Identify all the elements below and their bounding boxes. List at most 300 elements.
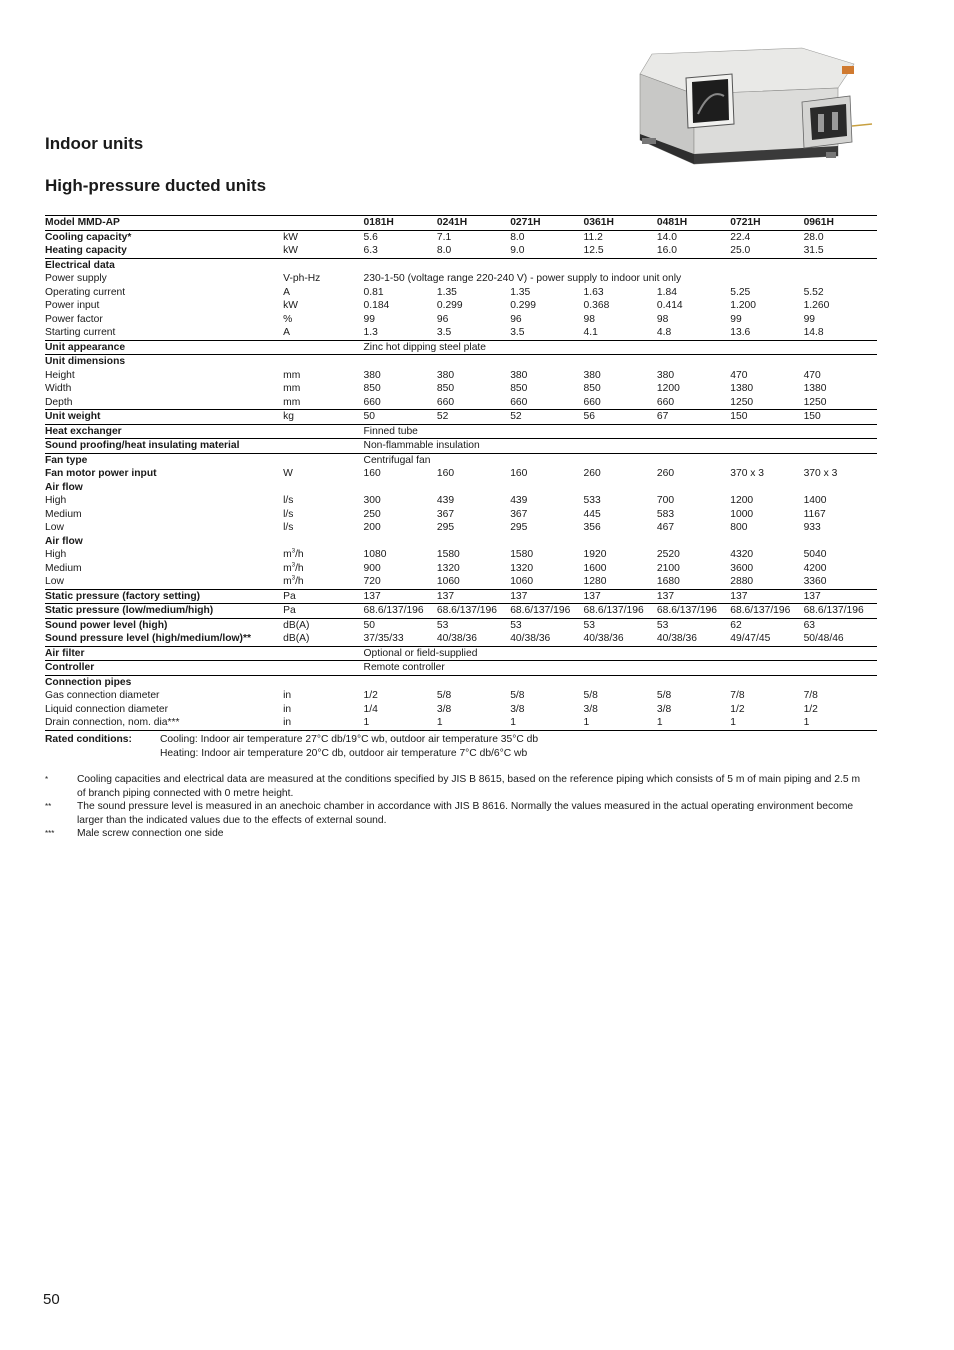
- table-row: [45, 424, 877, 439]
- row-value: 370 x 3: [730, 468, 765, 479]
- row-value: 13.6: [730, 327, 751, 338]
- table-row: [45, 396, 877, 410]
- row-value: 98: [656, 313, 669, 325]
- page-title: High-pressure ducted units: [45, 176, 267, 195]
- row-label: Liquid connection diameter: [45, 703, 169, 715]
- table-row: [45, 258, 877, 272]
- row-unit: [283, 424, 363, 439]
- table-row: [45, 632, 877, 646]
- row-value: [364, 481, 437, 495]
- row-label: Static pressure (factory setting): [45, 589, 283, 604]
- row-label: Depth: [45, 396, 73, 408]
- row-label: Unit weight: [45, 410, 283, 425]
- row-label: Gas connection diameter: [45, 690, 160, 701]
- row-value: 63: [804, 618, 877, 632]
- row-value: 1: [804, 716, 877, 730]
- row-value: 68.6/137/196: [804, 604, 877, 619]
- row-value: 150: [730, 410, 803, 425]
- row-value: 380: [583, 369, 601, 381]
- row-unit: A: [283, 286, 291, 298]
- row-value: [437, 481, 510, 495]
- row-value: 295: [436, 522, 455, 533]
- row-value: [437, 675, 510, 689]
- row-value: 3600: [730, 562, 754, 574]
- row-value: 137: [804, 589, 877, 604]
- row-label: Drain connection, nom. dia***: [45, 716, 283, 730]
- row-label: Connection pipes: [45, 675, 283, 689]
- row-label: Air flow: [45, 481, 83, 493]
- row-value: 68.6/137/196: [730, 604, 803, 619]
- row-value: 5/8: [510, 690, 525, 701]
- row-value: 28.0: [803, 231, 824, 243]
- header-model-code: 0481H: [657, 216, 730, 231]
- row-value: 14.0: [656, 231, 677, 243]
- row-value: 800: [730, 522, 748, 533]
- row-value: 52: [437, 410, 510, 425]
- row-label: Width: [45, 383, 72, 394]
- row-value: 50/48/46: [803, 633, 844, 644]
- row-value: 1250: [730, 396, 754, 408]
- row-label: Cooling capacity*: [45, 231, 132, 243]
- row-value: 68.6/137/196: [584, 604, 657, 619]
- row-value: 5.52: [803, 286, 824, 298]
- row-label: Air filter: [45, 646, 283, 661]
- row-value: 533: [583, 495, 601, 506]
- row-value: 96: [510, 313, 522, 325]
- row-value: 53: [510, 618, 583, 632]
- row-label: Fan type: [45, 453, 283, 467]
- rated-heating: Heating: Indoor air temperature 20°C db, outdoor air temperature 7°C db/6°C wb: [160, 748, 528, 759]
- header-model-code: 0241H: [437, 216, 510, 231]
- row-unit: W: [283, 468, 293, 479]
- row-value: [584, 675, 657, 689]
- header-unit: [283, 216, 363, 231]
- table-row: [45, 604, 877, 619]
- row-value: [510, 675, 583, 689]
- table-row: [45, 355, 877, 369]
- row-value: 12.5: [583, 245, 604, 256]
- row-value: 3.5: [436, 327, 452, 338]
- row-value: 0.299: [510, 300, 536, 311]
- row-value: 933: [803, 522, 821, 533]
- row-value: 40/38/36: [583, 633, 624, 644]
- row-value: 40/38/36: [656, 633, 697, 644]
- row-value: 5.6: [363, 231, 378, 243]
- row-label: Low: [45, 522, 64, 533]
- row-label: Starting current: [45, 327, 116, 338]
- table-row: [45, 382, 877, 396]
- row-value: 439: [510, 495, 528, 506]
- row-label: Medium: [45, 508, 82, 520]
- row-value: 850: [436, 383, 455, 394]
- row-value: 4.8: [656, 327, 672, 338]
- table-row: [45, 272, 877, 286]
- row-value: 7/8: [730, 690, 745, 701]
- row-unit: mm: [283, 369, 301, 381]
- row-label: Power input: [45, 300, 100, 311]
- row-value: 250: [363, 508, 381, 520]
- row-value: 1: [437, 716, 510, 730]
- row-value: 2880: [730, 576, 754, 587]
- row-value: [804, 258, 877, 272]
- table-row: [45, 286, 877, 300]
- row-unit: Pa: [283, 604, 363, 619]
- row-label: Heating capacity: [45, 245, 127, 256]
- row-label: Power factor: [45, 313, 103, 325]
- row-value: [364, 675, 437, 689]
- row-value: 200: [363, 522, 381, 533]
- row-value: 5040: [803, 549, 827, 560]
- row-value: 367: [510, 508, 528, 520]
- row-value: 25.0: [730, 245, 751, 256]
- row-unit: [283, 481, 363, 495]
- row-value: 99: [363, 313, 375, 325]
- row-value: [657, 258, 730, 272]
- row-value-span: Non-flammable insulation: [364, 439, 877, 454]
- row-value: 1: [657, 716, 730, 730]
- row-value: 380: [436, 369, 455, 381]
- row-unit: in: [283, 716, 363, 730]
- row-value-span: Zinc hot dipping steel plate: [364, 340, 877, 355]
- row-value: 68.6/137/196: [657, 604, 730, 619]
- table-row: [45, 675, 877, 689]
- row-value: 900: [363, 562, 381, 574]
- table-row: [45, 410, 877, 425]
- row-value: 1080: [363, 549, 387, 560]
- footnote-text: Cooling capacities and electrical data are measured at the conditions specified by JIS B 8615, based on the reference piping which consists of 5 m of main piping and 2.5 m of branch piping connected with 0 metre height.: [77, 774, 861, 799]
- row-value: 295: [510, 522, 528, 533]
- row-value: 137: [437, 589, 510, 604]
- row-value: 660: [363, 396, 381, 408]
- row-value: [510, 535, 583, 549]
- row-value: 660: [583, 396, 601, 408]
- row-value: 660: [656, 396, 675, 408]
- row-value: 160: [363, 468, 381, 479]
- row-value: [804, 481, 877, 495]
- row-value: [437, 355, 510, 369]
- row-value: 1580: [436, 549, 460, 560]
- row-value: 1.3: [363, 327, 378, 338]
- row-label: Height: [45, 369, 75, 381]
- row-label: Electrical data: [45, 258, 283, 272]
- specification-table: [45, 215, 877, 731]
- row-value: 2100: [656, 562, 680, 574]
- table-row: [45, 562, 877, 576]
- row-value: [804, 675, 877, 689]
- row-label: High: [45, 495, 67, 506]
- row-value: 2520: [656, 549, 680, 560]
- row-value: 14.8: [803, 327, 824, 338]
- row-value: 583: [656, 508, 675, 520]
- row-unit: l/s: [283, 495, 294, 506]
- table-row: [45, 548, 877, 562]
- row-value: 0.299: [436, 300, 463, 311]
- row-value: [657, 355, 730, 369]
- row-value: 50: [364, 410, 437, 425]
- row-unit: [283, 355, 363, 369]
- row-value: 1.35: [510, 286, 531, 298]
- table-row: [45, 467, 877, 481]
- row-unit: [283, 439, 363, 454]
- table-row: [45, 453, 877, 467]
- row-value: 5/8: [436, 690, 452, 701]
- row-unit: l/s: [283, 508, 294, 520]
- row-value-span: Optional or field-supplied: [364, 646, 877, 661]
- row-value: 50: [364, 618, 437, 632]
- row-value: [584, 258, 657, 272]
- table-row: [45, 508, 877, 522]
- row-value: 1200: [730, 495, 754, 506]
- footnote-mark: *: [45, 775, 49, 784]
- row-value: [657, 675, 730, 689]
- row-value: 96: [436, 313, 449, 325]
- row-value: 260: [583, 468, 601, 479]
- row-value: 67: [657, 410, 730, 425]
- row-value: 1280: [583, 576, 607, 587]
- row-value: [804, 355, 877, 369]
- row-value: 1.84: [656, 286, 677, 298]
- row-value: [730, 675, 803, 689]
- row-value: 137: [657, 589, 730, 604]
- row-value: 40/38/36: [510, 633, 551, 644]
- row-value: 370 x 3: [803, 468, 838, 479]
- row-value: 137: [730, 589, 803, 604]
- page-number: 50: [43, 1291, 60, 1308]
- footnote: [45, 827, 865, 841]
- row-value: 0.81: [363, 286, 384, 298]
- row-value: 1/2: [803, 703, 818, 715]
- row-value: 1060: [436, 576, 460, 587]
- row-value: 3/8: [583, 703, 598, 715]
- table-row: [45, 299, 877, 313]
- row-value: 467: [656, 522, 675, 533]
- row-value: 1380: [803, 383, 827, 394]
- row-value: 4200: [803, 562, 827, 574]
- row-value: 7/8: [803, 690, 818, 701]
- row-value: [584, 481, 657, 495]
- row-value: [364, 258, 437, 272]
- row-value-span: Finned tube: [364, 424, 877, 439]
- row-unit: [283, 340, 363, 355]
- row-value: [437, 258, 510, 272]
- table-header-row: [45, 216, 877, 231]
- row-value: 40/38/36: [436, 633, 477, 644]
- row-value: 5/8: [656, 690, 672, 701]
- row-value: 5/8: [583, 690, 598, 701]
- row-value: 11.2: [583, 231, 603, 243]
- row-value: 1.35: [436, 286, 457, 298]
- row-unit: dB(A): [283, 633, 310, 644]
- row-label: Low: [45, 576, 64, 587]
- row-value: 660: [436, 396, 455, 408]
- row-value: 367: [436, 508, 455, 520]
- row-value: [584, 535, 657, 549]
- row-value: 445: [583, 508, 601, 520]
- row-label: Unit appearance: [45, 340, 283, 355]
- header-model-code: 0361H: [584, 216, 657, 231]
- row-unit: [283, 675, 363, 689]
- row-value: 99: [730, 313, 742, 325]
- row-value: [730, 258, 803, 272]
- row-value: [730, 481, 803, 495]
- header-model-code: 0181H: [364, 216, 437, 231]
- row-value: 850: [363, 383, 381, 394]
- row-label: Sound proofing/heat insulating material: [45, 439, 283, 454]
- row-value: 3.5: [510, 327, 525, 338]
- footnotes: [45, 773, 865, 841]
- row-unit: kg: [283, 410, 363, 425]
- row-label: Fan motor power input: [45, 468, 157, 479]
- footnote-mark: **: [45, 802, 52, 811]
- table-row: [45, 618, 877, 632]
- row-value: 7.1: [436, 231, 452, 243]
- table-row: [45, 535, 877, 549]
- footnote: [45, 800, 865, 827]
- row-unit: l/s: [283, 522, 294, 533]
- table-row: [45, 689, 877, 703]
- row-value: 0.414: [656, 300, 683, 311]
- row-value: [584, 355, 657, 369]
- rated-cooling: Cooling: Indoor air temperature 27°C db/19°C wb, outdoor air temperature 35°C db: [160, 734, 539, 745]
- row-value: 470: [730, 369, 748, 381]
- table-row: [45, 369, 877, 383]
- row-unit: [283, 258, 363, 272]
- row-value: 137: [584, 589, 657, 604]
- row-value: 9.0: [510, 245, 525, 256]
- row-value: 1: [510, 716, 583, 730]
- footnote-mark: ***: [45, 829, 55, 838]
- row-value: 1: [364, 716, 437, 730]
- row-value: 660: [510, 396, 528, 408]
- footnote-text: Male screw connection one side: [77, 828, 224, 839]
- table-row: [45, 661, 877, 676]
- row-value-span: 230-1-50 (voltage range 220-240 V) - power supply to indoor unit only: [363, 273, 682, 284]
- row-value-span: Remote controller: [364, 661, 877, 676]
- row-unit: [283, 535, 363, 549]
- row-value: [730, 535, 803, 549]
- row-value: [510, 355, 583, 369]
- row-value: [364, 535, 437, 549]
- row-value: 1380: [730, 383, 754, 394]
- row-value-span: Centrifugal fan: [364, 453, 877, 467]
- row-value: 160: [510, 468, 528, 479]
- row-value: 1.200: [730, 300, 757, 311]
- row-unit: kW: [283, 231, 299, 243]
- row-value: 8.0: [510, 231, 525, 243]
- row-label: Static pressure (low/medium/high): [45, 604, 283, 619]
- row-unit: [283, 646, 363, 661]
- row-value: 1320: [436, 562, 460, 574]
- row-unit: $m^3/h$: [283, 575, 304, 587]
- header-model: Model MMD-AP: [45, 216, 283, 231]
- row-value: 720: [363, 576, 381, 587]
- row-value: 4320: [730, 549, 754, 560]
- row-value: 700: [656, 495, 675, 506]
- row-value: 1400: [803, 495, 827, 506]
- table-row: [45, 313, 877, 327]
- row-value: 3/8: [510, 703, 525, 715]
- section-title: Indoor units: [45, 134, 144, 153]
- row-label: Heat exchanger: [45, 424, 283, 439]
- row-value: [730, 355, 803, 369]
- row-value: 31.5: [803, 245, 824, 256]
- row-value: 68.6/137/196: [364, 604, 437, 619]
- row-value: 380: [510, 369, 528, 381]
- row-value: 1920: [583, 549, 607, 560]
- row-value: 52: [510, 410, 583, 425]
- row-value: 6.3: [363, 245, 378, 256]
- table-row: [45, 244, 877, 258]
- row-label: Operating current: [45, 286, 126, 298]
- row-unit: $m^3/h$: [283, 562, 304, 574]
- row-value: 3/8: [436, 703, 452, 715]
- row-value: 53: [437, 618, 510, 632]
- row-unit: %: [283, 313, 293, 325]
- row-value: 1/2: [730, 703, 745, 715]
- row-value: 1200: [656, 383, 680, 394]
- row-value: 0.184: [363, 300, 390, 311]
- row-value: 380: [656, 369, 675, 381]
- row-value: 137: [364, 589, 437, 604]
- row-value: 160: [436, 468, 455, 479]
- row-value: 380: [363, 369, 381, 381]
- row-value: 137: [510, 589, 583, 604]
- row-value: 8.0: [436, 245, 452, 256]
- row-value: 22.4: [730, 231, 751, 243]
- row-unit: in: [283, 703, 292, 715]
- header-model-code: 0961H: [804, 216, 877, 231]
- row-value: 1580: [510, 549, 534, 560]
- row-value: 0.368: [583, 300, 610, 311]
- row-unit: V-ph-Hz: [283, 273, 321, 284]
- row-value: 98: [583, 313, 596, 325]
- row-value: 1167: [803, 508, 826, 520]
- footnote: [45, 773, 865, 800]
- row-value: [364, 355, 437, 369]
- row-value: 850: [583, 383, 601, 394]
- row-value: 1/4: [363, 703, 378, 715]
- row-label: High: [45, 549, 67, 560]
- row-value: [657, 535, 730, 549]
- row-value: [510, 481, 583, 495]
- row-value: 470: [803, 369, 821, 381]
- row-unit: $m^3/h$: [283, 548, 304, 560]
- row-value: 68.6/137/196: [437, 604, 510, 619]
- row-unit: [283, 453, 363, 467]
- row-value: 356: [583, 522, 601, 533]
- table-row: [45, 575, 877, 589]
- row-value: 1: [584, 716, 657, 730]
- row-unit: in: [283, 690, 292, 701]
- row-label: Sound pressure level (high/medium/low)**: [45, 633, 251, 644]
- row-label: Sound power level (high): [45, 618, 283, 632]
- table-row: [45, 439, 877, 454]
- row-value: 56: [584, 410, 657, 425]
- table-row: [45, 326, 877, 340]
- table-row: [45, 481, 877, 495]
- row-value: 1060: [510, 576, 534, 587]
- row-value: 1600: [583, 562, 607, 574]
- row-value: 4.1: [583, 327, 598, 338]
- row-value: 1.260: [803, 300, 830, 311]
- table-row: [45, 589, 877, 604]
- row-value: [510, 258, 583, 272]
- row-value: [657, 481, 730, 495]
- header-model-code: 0721H: [730, 216, 803, 231]
- table-row: [45, 646, 877, 661]
- row-unit: [283, 661, 363, 676]
- row-value: 439: [436, 495, 455, 506]
